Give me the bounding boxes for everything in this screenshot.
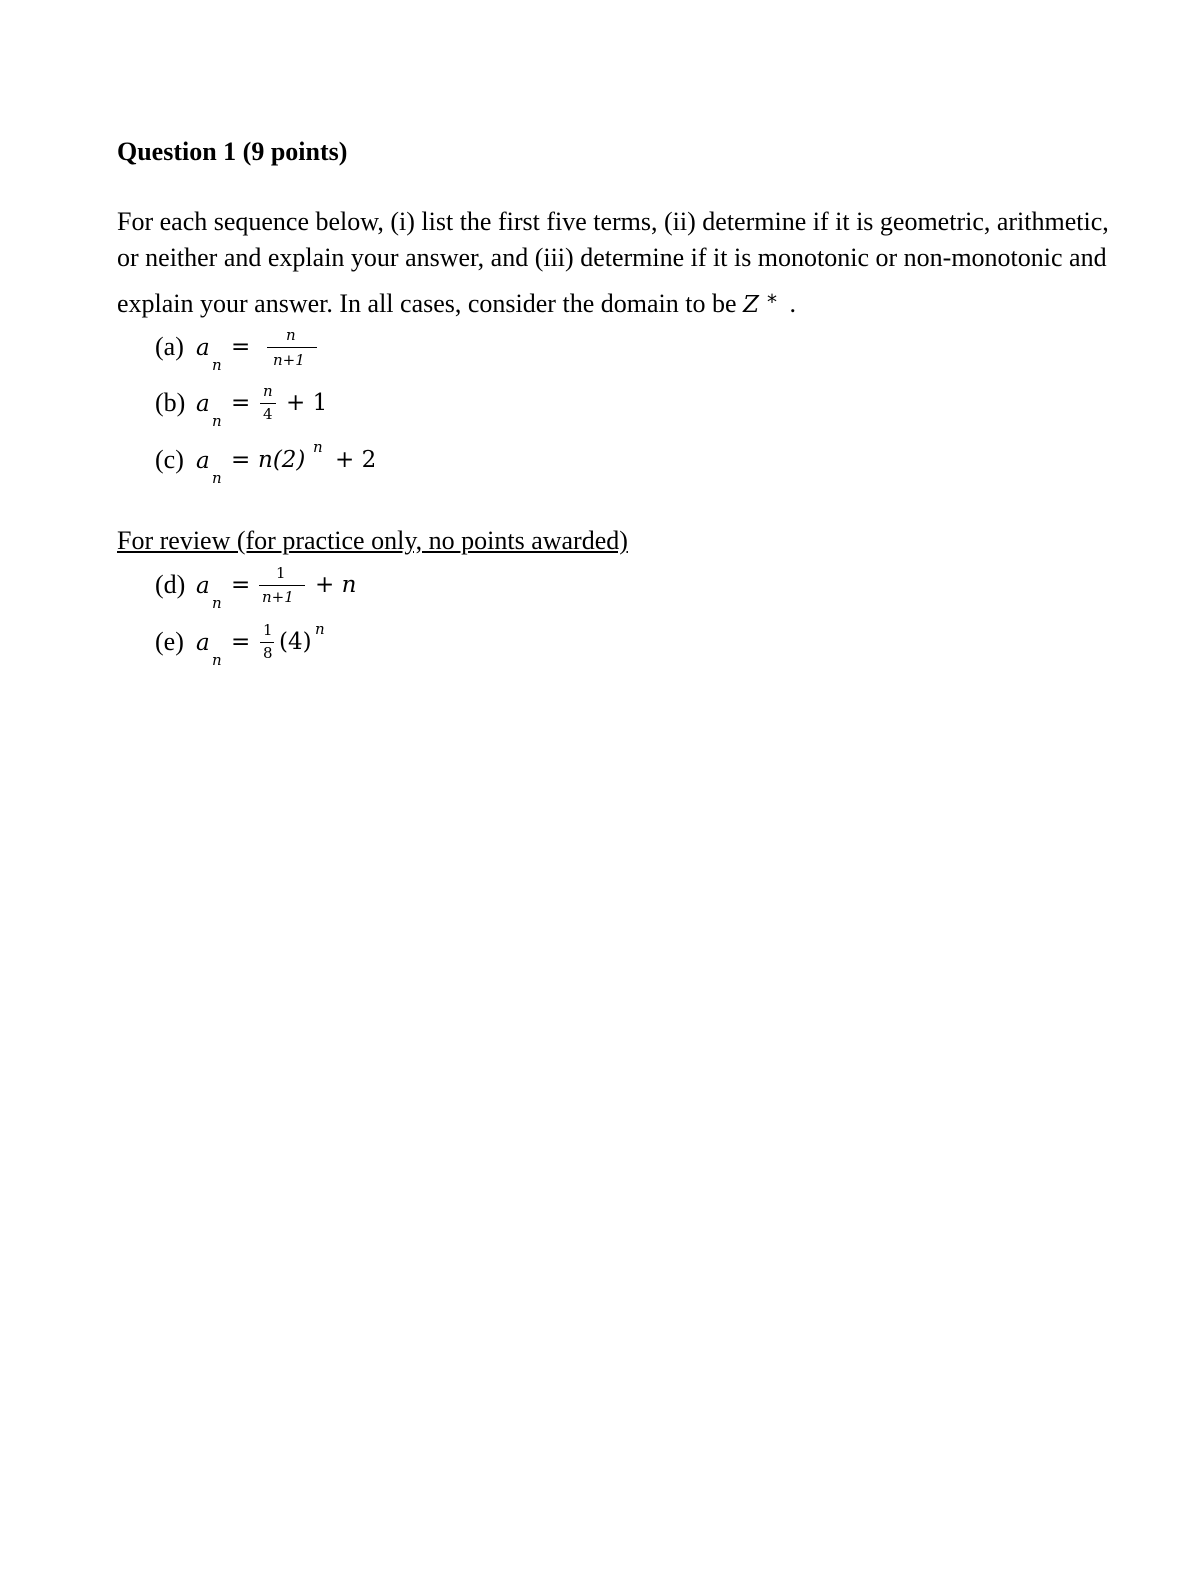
item-c-sub: n — [212, 469, 222, 487]
domain-symbol: Z — [742, 292, 759, 318]
item-a-equals: = — [231, 334, 251, 360]
item-d-sub: n — [212, 594, 222, 612]
item-e-exponent: n — [315, 620, 325, 638]
item-a-denominator: n+1 — [273, 351, 305, 369]
item-d-label: (d) — [155, 570, 186, 599]
item-e-equals: = — [231, 629, 251, 655]
item-e-numerator: 1 — [263, 621, 273, 639]
item-a-label: (a) — [155, 332, 184, 361]
intro-line-2: or neither and explain your answer, and (iii) determine if it is monotonic or non-monotonic and — [117, 243, 1107, 272]
item-d-fraction-bar — [259, 585, 305, 586]
item-b-sub: n — [212, 412, 222, 430]
item-c-equals: = — [231, 447, 251, 473]
item-e — [155, 620, 555, 687]
item-a-numerator: n — [286, 326, 296, 344]
item-e-fraction-bar — [260, 642, 274, 643]
item-d-equals: = — [231, 572, 251, 598]
item-d-rest: + n — [315, 572, 357, 598]
item-e-label: (e) — [155, 627, 184, 656]
item-e-var: a — [196, 630, 210, 656]
item-c-var: a — [196, 448, 210, 474]
intro-line-3 — [117, 289, 796, 319]
item-b-denominator: 4 — [263, 405, 273, 423]
domain-star: * — [766, 290, 777, 314]
item-a-sub: n — [212, 356, 222, 374]
item-a — [155, 326, 555, 392]
item-e-denominator: 8 — [263, 644, 273, 662]
item-d-var: a — [196, 573, 210, 599]
intro-period: . — [789, 289, 796, 318]
item-b-label: (b) — [155, 388, 186, 417]
item-c-label: (c) — [155, 445, 184, 474]
item-c — [155, 438, 555, 505]
item-c-exponent: n — [313, 438, 323, 456]
item-b-fraction-bar — [260, 403, 276, 404]
item-d-denominator: n+1 — [262, 588, 294, 606]
item-b-equals: = — [231, 390, 251, 416]
intro-line-3-text: explain your answer. In all cases, consider the domain to be — [117, 289, 737, 318]
review-heading: For review (for practice only, no points awarded) — [117, 526, 628, 555]
item-c-body: n(2) — [258, 447, 306, 473]
item-b-numerator: n — [263, 382, 273, 400]
intro-line-1: For each sequence below, (i) list the first five terms, (ii) determine if it is geometric, arithmetic, — [117, 207, 1109, 236]
item-b-var: a — [196, 391, 210, 417]
item-d — [155, 564, 555, 630]
question-heading: Question 1 (9 points) — [117, 137, 348, 166]
item-a-var: a — [196, 335, 210, 361]
item-b — [155, 382, 555, 448]
item-a-fraction-bar — [267, 347, 317, 348]
item-e-sub: n — [212, 651, 222, 669]
item-e-body: (4) — [279, 629, 312, 655]
item-c-rest: + 2 — [335, 447, 377, 473]
item-b-rest: + 1 — [286, 390, 328, 416]
item-d-numerator: 1 — [276, 564, 286, 582]
